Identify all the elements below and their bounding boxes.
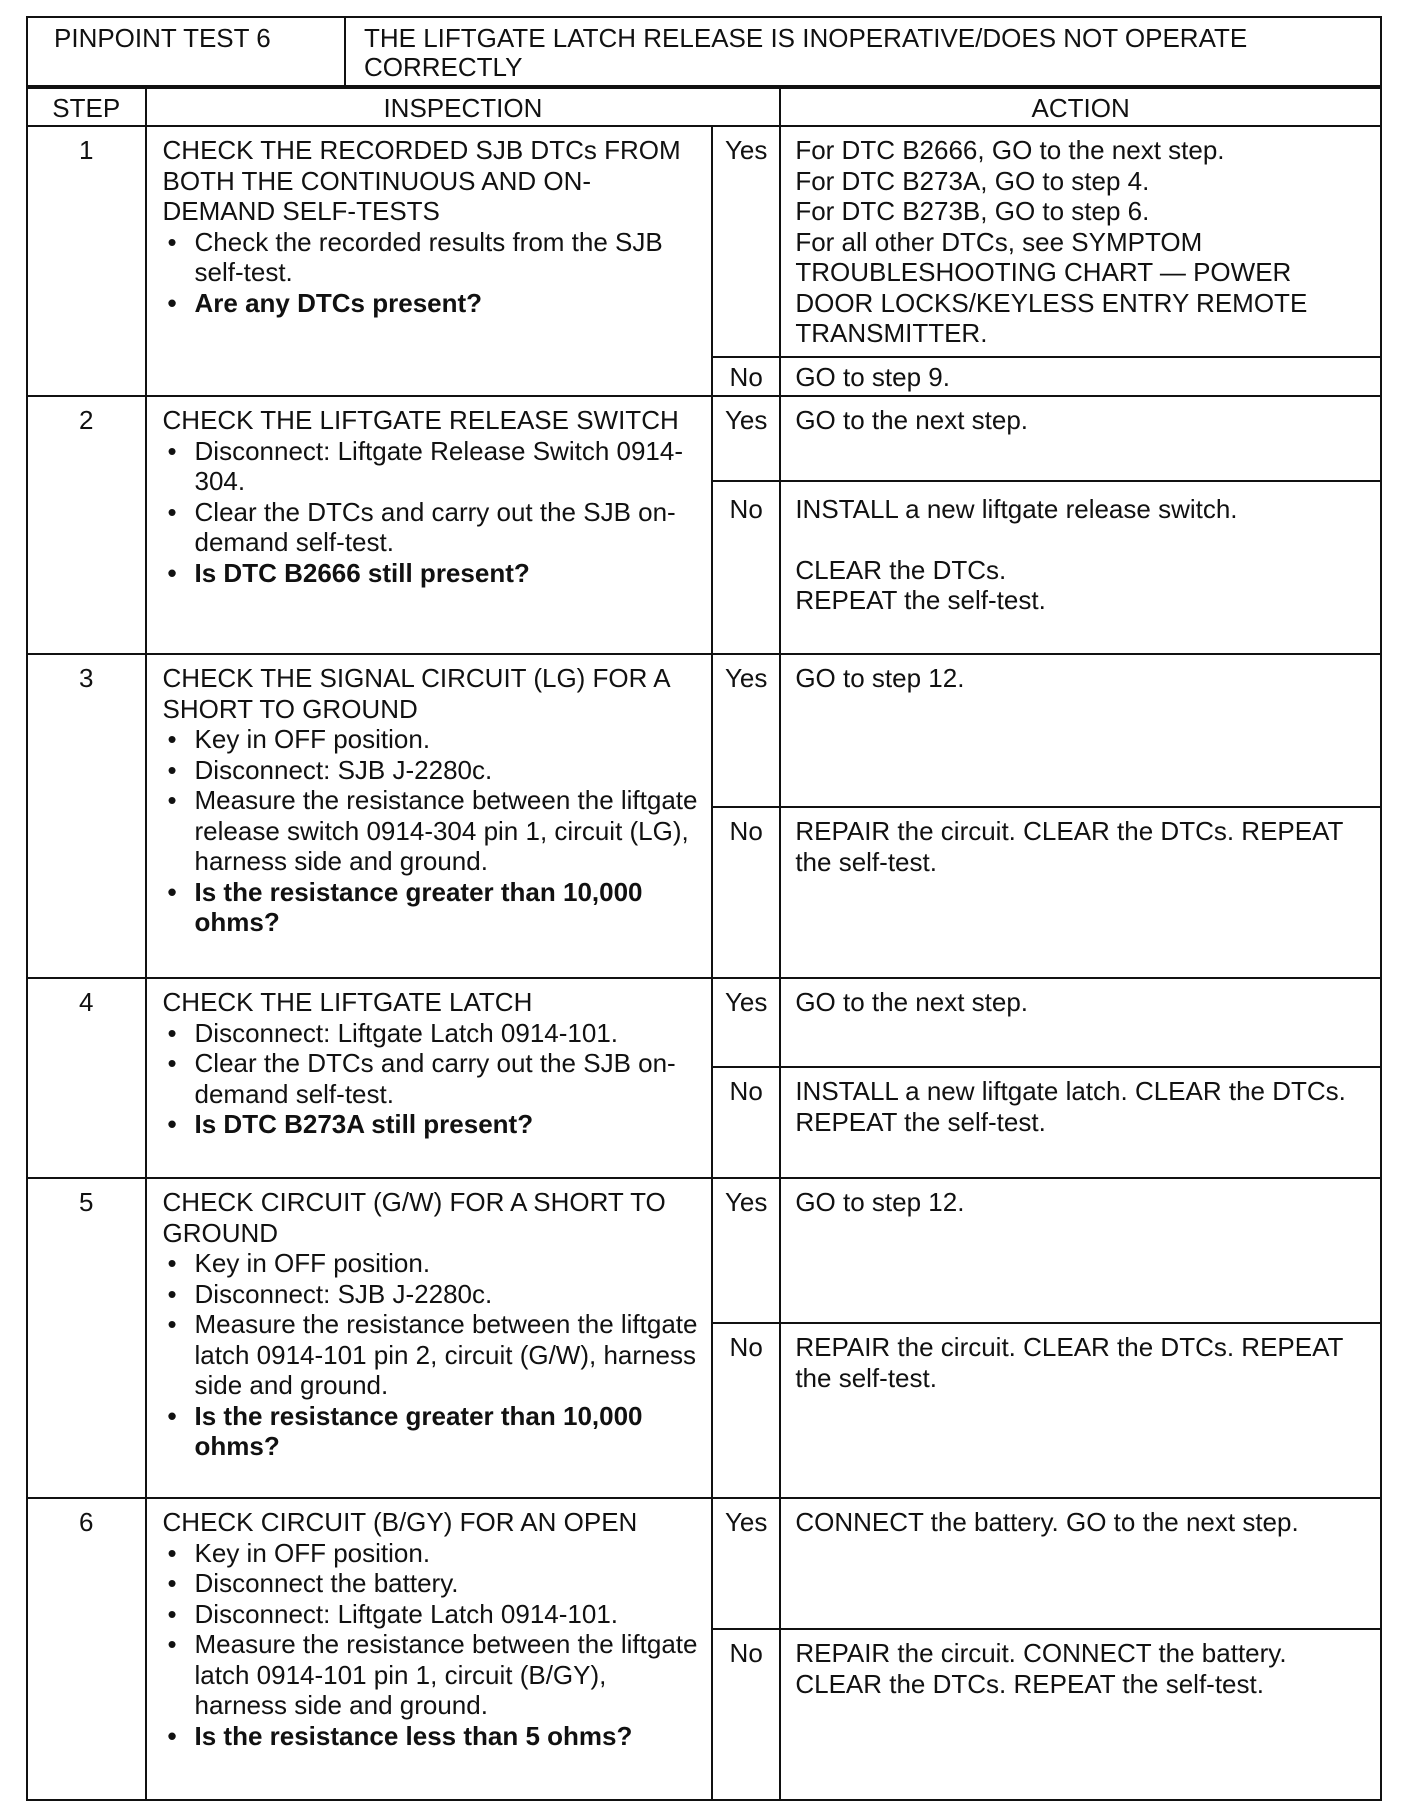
- step-6: [27, 1498, 1381, 1800]
- inspection-bullet: • Disconnect: Liftgate Latch 0914-101.: [163, 1599, 702, 1630]
- step-row: [27, 978, 1381, 1067]
- inspection-bullet: • Key in OFF position.: [163, 1248, 702, 1279]
- inspection-title: CHECK THE LIFTGATE RELEASE SWITCH: [162, 405, 679, 435]
- action-line: GO to step 12.: [795, 663, 965, 693]
- yes-action: [780, 126, 1381, 357]
- action-line: CLEAR the DTCs. REPEAT the self-test.: [795, 1668, 1264, 1699]
- no-action: [780, 1629, 1381, 1800]
- step-row: [27, 654, 1381, 807]
- action-line: REPAIR the circuit. CLEAR the DTCs. REPEAT the self-test.: [795, 816, 1343, 877]
- inspection-list: [163, 1018, 702, 1140]
- column-header-row: [27, 88, 1381, 126]
- step-4: [27, 978, 1381, 1178]
- no-action: [780, 807, 1381, 978]
- inspection-list: [163, 1248, 702, 1462]
- step-number: 3: [27, 654, 146, 978]
- column-header-inspection: INSPECTION: [146, 88, 781, 126]
- step-inspection: [146, 654, 713, 978]
- action-line: INSTALL a new liftgate latch. CLEAR the DTCs. REPEAT the self-test.: [795, 1076, 1346, 1137]
- inspection-bullet: • Clear the DTCs and carry out the SJB on-demand self-test.: [163, 1048, 702, 1109]
- inspection-bullet: • Disconnect: SJB J-2280c.: [163, 1279, 702, 1310]
- step-row: [27, 1178, 1381, 1323]
- action-line: For DTC B273A, GO to step 4.: [795, 165, 1150, 196]
- inspection-title: CHECK CIRCUIT (G/W) FOR A SHORT TO GROUND: [162, 1187, 666, 1248]
- inspection-bullet: • Check the recorded results from the SJB self-test.: [163, 227, 702, 288]
- yes-label: Yes: [712, 978, 780, 1067]
- no-action: [780, 357, 1381, 396]
- step-number: 4: [27, 978, 146, 1178]
- yes-action: [780, 654, 1381, 807]
- step-number: 6: [27, 1498, 146, 1800]
- action-line: CONNECT the battery. GO to the next step.: [795, 1507, 1299, 1537]
- action-line: REPAIR the circuit. CONNECT the battery.: [795, 1638, 1287, 1668]
- action-line: For DTC B2666, GO to the next step.: [795, 135, 1225, 165]
- action-line: For DTC B273B, GO to step 6.: [795, 196, 1150, 226]
- inspection-question: • Is the resistance greater than 10,000 ohms?: [163, 1401, 702, 1462]
- step-number: 2: [27, 396, 146, 654]
- yes-label: Yes: [712, 654, 780, 807]
- inspection-bullet: • Disconnect the battery.: [163, 1568, 702, 1599]
- no-action: [780, 1067, 1381, 1178]
- yes-label: Yes: [712, 1498, 780, 1629]
- no-action: [780, 481, 1381, 654]
- inspection-bullet: • Disconnect: SJB J-2280c.: [163, 755, 702, 786]
- step-1: [27, 126, 1381, 396]
- inspection-bullet: • Measure the resistance between the liftgate latch 0914-101 pin 2, circuit (G/W), harness side and ground.: [163, 1309, 702, 1401]
- step-inspection: [146, 126, 713, 396]
- no-label: No: [712, 1067, 780, 1178]
- action-line: INSTALL a new liftgate release switch.: [795, 494, 1238, 524]
- inspection-bullet: • Key in OFF position.: [163, 724, 702, 755]
- step-number: 1: [27, 126, 146, 396]
- step-row: [27, 396, 1381, 481]
- inspection-question: • Is DTC B2666 still present?: [163, 558, 702, 589]
- action-line: REPEAT the self-test.: [795, 585, 1046, 615]
- yes-label: Yes: [712, 126, 780, 357]
- step-3: [27, 654, 1381, 978]
- pinpoint-label: PINPOINT TEST 6: [27, 17, 345, 86]
- step-row: [27, 126, 1381, 357]
- inspection-list: [163, 436, 702, 589]
- step-number: 5: [27, 1178, 146, 1498]
- pinpoint-test-page: [26, 16, 1382, 1801]
- inspection-question: • Is DTC B273A still present?: [163, 1109, 702, 1140]
- action-line: GO to the next step.: [795, 987, 1029, 1017]
- action-line: GO to the next step.: [795, 405, 1029, 435]
- yes-action: [780, 978, 1381, 1067]
- no-label: No: [712, 1629, 780, 1800]
- no-label: No: [712, 807, 780, 978]
- inspection-bullet: • Clear the DTCs and carry out the SJB on-demand self-test.: [163, 497, 702, 558]
- inspection-title: CHECK THE RECORDED SJB DTCs FROM BOTH THE CONTINUOUS AND ON-DEMAND SELF-TESTS: [162, 135, 681, 226]
- inspection-bullet: • Disconnect: Liftgate Release Switch 0914-304.: [163, 436, 702, 497]
- pinpoint-header: [26, 16, 1382, 87]
- yes-label: Yes: [712, 396, 780, 481]
- column-header-action: ACTION: [780, 88, 1381, 126]
- action-spacer: [795, 525, 1370, 555]
- inspection-bullet: • Measure the resistance between the liftgate latch 0914-101 pin 1, circuit (B/GY), harness side and ground.: [163, 1629, 702, 1721]
- pinpoint-title: THE LIFTGATE LATCH RELEASE IS INOPERATIVE/DOES NOT OPERATE CORRECTLY: [345, 17, 1381, 86]
- inspection-question: • Are any DTCs present?: [163, 288, 702, 319]
- column-header-step: STEP: [27, 88, 146, 126]
- inspection-bullet: • Key in OFF position.: [163, 1538, 702, 1569]
- step-inspection: [146, 978, 713, 1178]
- inspection-title: CHECK CIRCUIT (B/GY) FOR AN OPEN: [162, 1507, 638, 1537]
- no-label: No: [712, 1323, 780, 1498]
- pinpoint-table: [26, 87, 1382, 1801]
- inspection-list: [163, 724, 702, 938]
- action-line: GO to step 9.: [795, 362, 950, 392]
- step-5: [27, 1178, 1381, 1498]
- yes-action: [780, 396, 1381, 481]
- inspection-list: [163, 1538, 702, 1752]
- action-line: CLEAR the DTCs.: [795, 554, 1007, 585]
- step-2: [27, 396, 1381, 654]
- step-inspection: [146, 1178, 713, 1498]
- step-inspection: [146, 1498, 713, 1800]
- yes-action: [780, 1498, 1381, 1629]
- inspection-question: • Is the resistance greater than 10,000 ohms?: [163, 877, 702, 938]
- inspection-title: CHECK THE LIFTGATE LATCH: [162, 987, 533, 1017]
- step-row: [27, 1498, 1381, 1629]
- inspection-bullet: • Disconnect: Liftgate Latch 0914-101.: [163, 1018, 702, 1049]
- step-inspection: [146, 396, 713, 654]
- inspection-list: [163, 227, 702, 319]
- yes-action: [780, 1178, 1381, 1323]
- no-label: No: [712, 481, 780, 654]
- action-line: GO to step 12.: [795, 1187, 965, 1217]
- inspection-bullet: • Measure the resistance between the liftgate release switch 0914-304 pin 1, circuit (LG), harness side and ground.: [163, 785, 702, 877]
- action-line: For all other DTCs, see SYMPTOM TROUBLESHOOTING CHART — POWER DOOR LOCKS/KEYLESS ENTRY REMOTE TRANSMITTER.: [795, 226, 1308, 348]
- no-label: No: [712, 357, 780, 396]
- inspection-title: CHECK THE SIGNAL CIRCUIT (LG) FOR A SHORT TO GROUND: [162, 663, 670, 724]
- inspection-question: • Is the resistance less than 5 ohms?: [163, 1721, 702, 1752]
- no-action: [780, 1323, 1381, 1498]
- action-line: REPAIR the circuit. CLEAR the DTCs. REPEAT the self-test.: [795, 1332, 1343, 1393]
- yes-label: Yes: [712, 1178, 780, 1323]
